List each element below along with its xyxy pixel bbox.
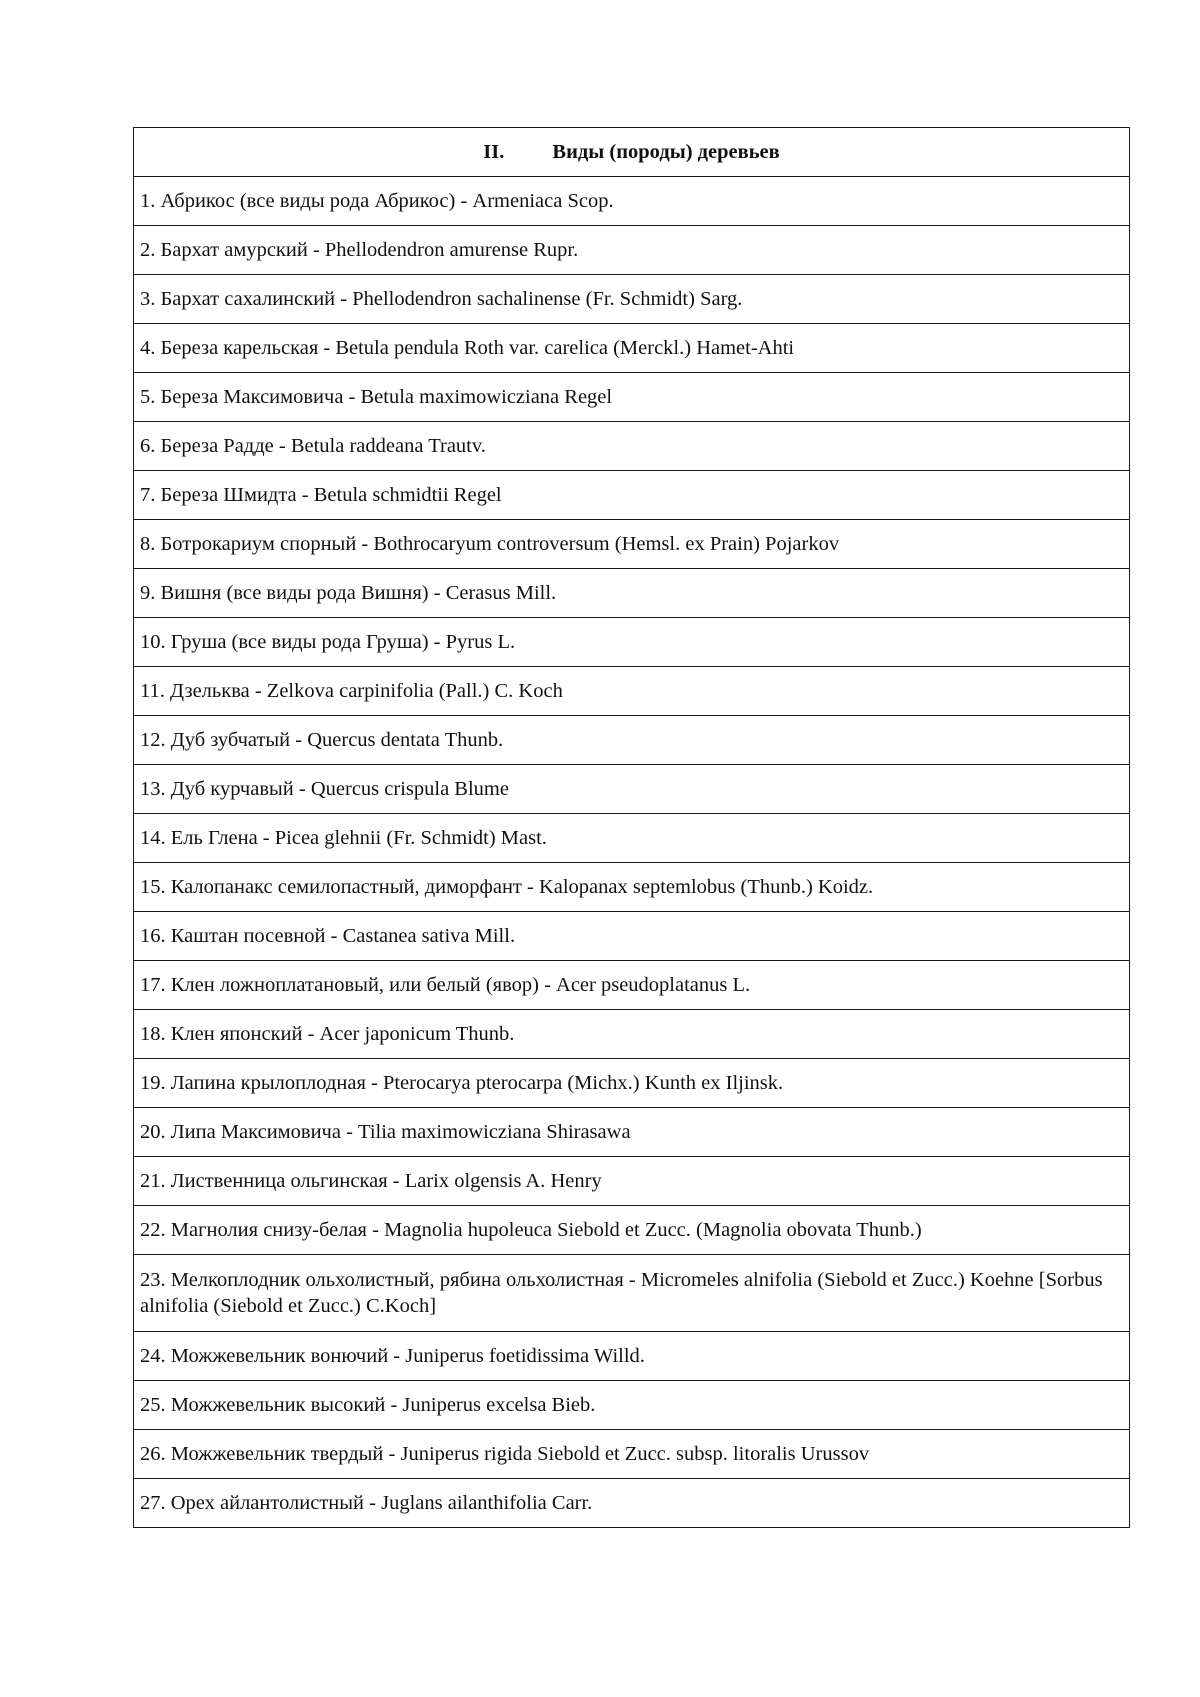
table-row [134, 1059, 1130, 1108]
table-row [134, 324, 1130, 373]
section-header [134, 128, 1130, 177]
species-entry: 9. Вишня (все виды рода Вишня) - Cerasus Mill. [134, 569, 1130, 618]
species-entry: 8. Ботрокариум спорный - Bothrocaryum controversum (Hemsl. ex Prain) Pojarkov [134, 520, 1130, 569]
table-row [134, 863, 1130, 912]
species-entry: 1. Абрикос (все виды рода Абрикос) - Armeniaca Scop. [134, 177, 1130, 226]
species-entry: 22. Магнолия снизу-белая - Magnolia hupoleuca Siebold et Zucc. (Magnolia obovata Thunb.) [134, 1206, 1130, 1255]
table-row [134, 373, 1130, 422]
species-entry: 6. Береза Радде - Betula raddeana Trautv. [134, 422, 1130, 471]
species-entry: 18. Клен японский - Acer japonicum Thunb. [134, 1010, 1130, 1059]
table-row [134, 1157, 1130, 1206]
species-entry: 2. Бархат амурский - Phellodendron amurense Rupr. [134, 226, 1130, 275]
table-row [134, 1430, 1130, 1479]
species-entry: 13. Дуб курчавый - Quercus crispula Blume [134, 765, 1130, 814]
table-row [134, 1010, 1130, 1059]
table-row [134, 814, 1130, 863]
table-row [134, 912, 1130, 961]
species-entry: 5. Береза Максимовича - Betula maximowicziana Regel [134, 373, 1130, 422]
table-row [134, 716, 1130, 765]
species-entry: 7. Береза Шмидта - Betula schmidtii Regel [134, 471, 1130, 520]
table-row [134, 1108, 1130, 1157]
section-number: II. [483, 141, 505, 163]
table-row [134, 1206, 1130, 1255]
table-row [134, 961, 1130, 1010]
section-title: Виды (породы) деревьев [552, 141, 780, 163]
species-entry: 23. Мелкоплодник ольхолистный, рябина ольхолистная - Micromeles alnifolia (Siebold et Zucc.) Koehne [Sorbus alnifolia (Siebold et Zucc.) C.Koch] [134, 1255, 1130, 1332]
species-entry: 27. Орех айлантолистный - Juglans ailanthifolia Carr. [134, 1479, 1130, 1528]
species-entry: 10. Груша (все виды рода Груша) - Pyrus L. [134, 618, 1130, 667]
table-row [134, 275, 1130, 324]
table-row [134, 422, 1130, 471]
species-entry: 15. Калопанакс семилопастный, диморфант - Kalopanax septemlobus (Thunb.) Koidz. [134, 863, 1130, 912]
table-row [134, 618, 1130, 667]
table-row [134, 1332, 1130, 1381]
tree-species-table [133, 127, 1130, 1528]
table-row [134, 520, 1130, 569]
species-entry: 14. Ель Глена - Picea glehnii (Fr. Schmidt) Mast. [134, 814, 1130, 863]
table-row [134, 226, 1130, 275]
species-entry: 24. Можжевельник вонючий - Juniperus foetidissima Willd. [134, 1332, 1130, 1381]
species-entry: 12. Дуб зубчатый - Quercus dentata Thunb. [134, 716, 1130, 765]
species-entry: 11. Дзельква - Zelkova carpinifolia (Pall.) C. Koch [134, 667, 1130, 716]
table-header-row [134, 128, 1130, 177]
species-entry: 16. Каштан посевной - Castanea sativa Mill. [134, 912, 1130, 961]
species-entry: 25. Можжевельник высокий - Juniperus excelsa Bieb. [134, 1381, 1130, 1430]
species-entry: 17. Клен ложноплатановый, или белый (явор) - Acer pseudoplatanus L. [134, 961, 1130, 1010]
table-row [134, 471, 1130, 520]
species-entry: 3. Бархат сахалинский - Phellodendron sachalinense (Fr. Schmidt) Sarg. [134, 275, 1130, 324]
table-row [134, 1381, 1130, 1430]
table-row [134, 1255, 1130, 1332]
table-row [134, 1479, 1130, 1528]
species-entry: 19. Лапина крылоплодная - Pterocarya pterocarpa (Michx.) Kunth ex Iljinsk. [134, 1059, 1130, 1108]
species-entry: 21. Лиственница ольгинская - Larix olgensis A. Henry [134, 1157, 1130, 1206]
table-row [134, 177, 1130, 226]
species-entry: 20. Липа Максимовича - Tilia maximowicziana Shirasawa [134, 1108, 1130, 1157]
table-row [134, 765, 1130, 814]
table-row [134, 667, 1130, 716]
species-entry: 4. Береза карельская - Betula pendula Roth var. carelica (Merckl.) Hamet-Ahti [134, 324, 1130, 373]
species-entry: 26. Можжевельник твердый - Juniperus rigida Siebold et Zucc. subsp. litoralis Urussov [134, 1430, 1130, 1479]
table-row [134, 569, 1130, 618]
